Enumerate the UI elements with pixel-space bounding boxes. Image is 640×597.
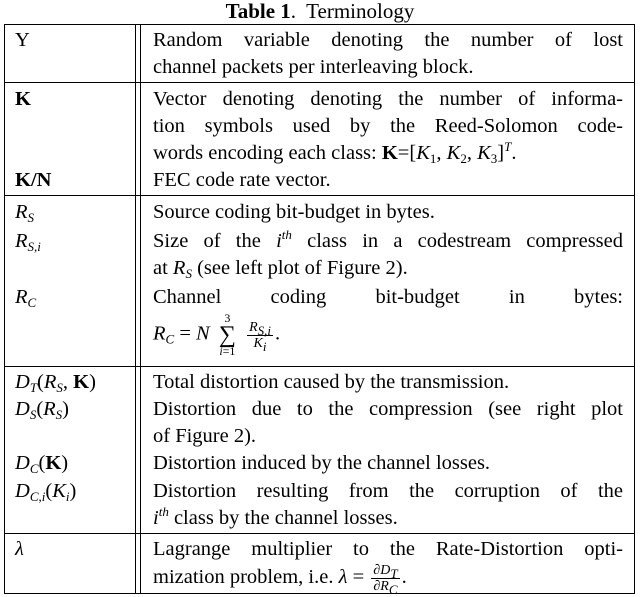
symbol-rc: $R_C$ xyxy=(15,286,37,310)
symbol-dt: $D_T(R_S$, K) xyxy=(15,371,96,395)
row-separator xyxy=(5,195,634,196)
desc-rc-line1: Channel coding bit-budget in bytes: xyxy=(153,286,623,308)
row-separator xyxy=(5,82,634,83)
symbol-k-over-n: K/N xyxy=(15,169,52,191)
desc-lambda-line2: mization problem, i.e. λ = $\frac{\partial D_T}{\partial R_C}$ . xyxy=(153,563,407,597)
desc-ds-line1: Distortion due to the compression (see right plot xyxy=(153,398,623,420)
symbol-rsi: $R_{S,i}$ xyxy=(15,230,41,254)
symbol-dci: $D_{C,i}(K_i)$ xyxy=(15,480,77,504)
column-divider xyxy=(135,25,136,593)
desc-k-line3-text: words encoding each class: xyxy=(153,142,377,164)
desc-dci-line2: $i^{th}$ class by the channel losses. xyxy=(153,504,398,529)
row-separator xyxy=(5,366,634,367)
desc-dci-line1: Distortion resulting from the corruption of the xyxy=(153,480,623,502)
column-divider xyxy=(140,25,141,593)
symbol-k: K xyxy=(15,88,31,110)
desc-k-line1: Vector denoting denoting the number of informa- xyxy=(153,88,623,110)
symbol-lambda: λ xyxy=(15,538,24,560)
symbol-y: Y xyxy=(15,29,30,51)
partial-fraction: $\frac{\partial D_T}{\partial R_C}$ xyxy=(373,563,398,597)
symbol-dc: $D_C(K)$ xyxy=(15,452,69,476)
desc-dc: Distortion induced by the channel losses. xyxy=(153,452,491,474)
summation: 3 ∑ i=1 xyxy=(218,311,236,358)
desc-rc-formula: $R_C = N$ 3 ∑ i=1 $\frac{R_{S,i}}{K_i}$ . xyxy=(153,311,281,358)
desc-ds-line2: of Figure 2). xyxy=(153,425,257,447)
desc-k-line3: words encoding each class: $K=[K_1$, $K_2$, $K_3]^T$. xyxy=(153,139,517,166)
desc-rsi-line2: at $R_S$ (see left plot of Figure 2). xyxy=(153,257,408,281)
table-label: Table 1 xyxy=(225,0,291,23)
row-separator xyxy=(5,533,634,534)
terminology-table xyxy=(4,24,635,597)
desc-lambda-line1: Lagrange multiplier to the Rate-Distortion opti- xyxy=(153,538,623,560)
desc-y-line2: channel packets per interleaving block. xyxy=(153,56,474,78)
symbol-ds: $D_S(R_S)$ xyxy=(15,398,69,422)
table-caption: Table 1. Terminology xyxy=(225,0,415,23)
table-title: Terminology xyxy=(306,0,415,23)
desc-y-line1: Random variable denoting the number of lost xyxy=(153,29,623,51)
desc-rs: Source coding bit-budget in bytes. xyxy=(153,201,435,223)
desc-k-over-n: FEC code rate vector. xyxy=(153,169,331,191)
desc-dt: Total distortion caused by the transmission. xyxy=(153,371,510,393)
symbol-rs: $R_S$ xyxy=(15,201,35,225)
desc-rsi-line1: Size of the $i^{th}$ class in a codestream compressed xyxy=(153,227,624,252)
fraction: $\frac{R_{S,i}}{K_i}$ xyxy=(249,319,271,354)
desc-k-line2: tion symbols used by the Reed-Solomon code- xyxy=(153,115,623,137)
